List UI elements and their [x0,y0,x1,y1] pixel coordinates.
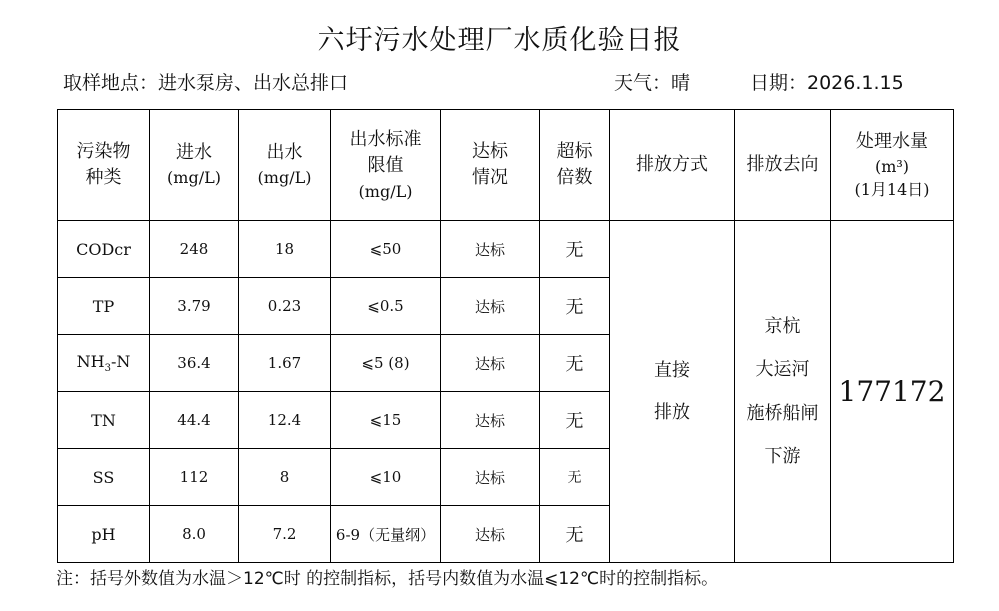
outflow-cell: 1.67 [239,335,331,392]
outflow-cell: 7.2 [239,506,331,563]
pollutant-cell: TN [58,392,150,449]
report-date: 日期：2026.1.15 [750,72,904,94]
exceed-cell: 无 [540,506,610,563]
treated-volume-cell: 177172 [831,221,954,563]
outflow-cell: 8 [239,449,331,506]
limit-cell: ⩽15 [331,392,441,449]
header-method: 排放方式 [610,110,735,221]
exceed-cell: 无 [540,221,610,278]
outflow-cell: 0.23 [239,278,331,335]
report-title: 六圩污水处理厂水质化验日报 [317,25,682,56]
compliance-cell: 达标 [441,449,540,506]
outflow-cell: 18 [239,221,331,278]
discharge-method-cell: 直接 排放 [610,221,735,563]
header-pollutant: 污染物 种类 [58,110,150,221]
header-compliance: 达标 情况 [441,110,540,221]
sampling-location: 取样地点：进水泵房、出水总排口 [63,72,349,94]
exceed-cell: 无 [540,392,610,449]
exceed-cell: 无 [540,335,610,392]
compliance-cell: 达标 [441,506,540,563]
inflow-cell: 44.4 [150,392,239,449]
limit-cell: 6-9（无量纲） [331,506,441,563]
pollutant-cell: TP [58,278,150,335]
compliance-cell: 达标 [441,278,540,335]
pollutant-cell: CODcr [58,221,150,278]
header-inflow: 进水 (mg/L) [150,110,239,221]
header-outflow: 出水 (mg/L) [239,110,331,221]
header-exceed: 超标 倍数 [540,110,610,221]
compliance-cell: 达标 [441,392,540,449]
limit-cell: ⩽0.5 [331,278,441,335]
limit-cell: ⩽5 (8) [331,335,441,392]
table-row [58,221,954,278]
inflow-cell: 3.79 [150,278,239,335]
outflow-cell: 12.4 [239,392,331,449]
inflow-cell: 8.0 [150,506,239,563]
pollutant-cell: SS [58,449,150,506]
compliance-cell: 达标 [441,335,540,392]
inflow-cell: 112 [150,449,239,506]
pollutant-cell: $NH_3-N$ [58,335,150,392]
exceed-cell: 无 [540,449,610,506]
header-row [58,110,954,221]
header-limit: 出水标准 限值 (mg/L) [331,110,441,221]
inflow-cell: 248 [150,221,239,278]
discharge-destination-cell: 京杭 大运河 施桥船闸 下游 [735,221,831,563]
limit-cell: ⩽10 [331,449,441,506]
weather: 天气：晴 [614,72,691,94]
footnote: 注：括号外数值为水温＞12℃时 的控制指标，括号内数值为水温⩽12℃时的控制指标。 [56,569,719,589]
pollutant-cell: pH [58,506,150,563]
limit-cell: ⩽50 [331,221,441,278]
water-quality-table [57,109,954,563]
header-volume: 处理水量 (m³) (1月14日) [831,110,954,221]
compliance-cell: 达标 [441,221,540,278]
header-destination: 排放去向 [735,110,831,221]
exceed-cell: 无 [540,278,610,335]
inflow-cell: 36.4 [150,335,239,392]
